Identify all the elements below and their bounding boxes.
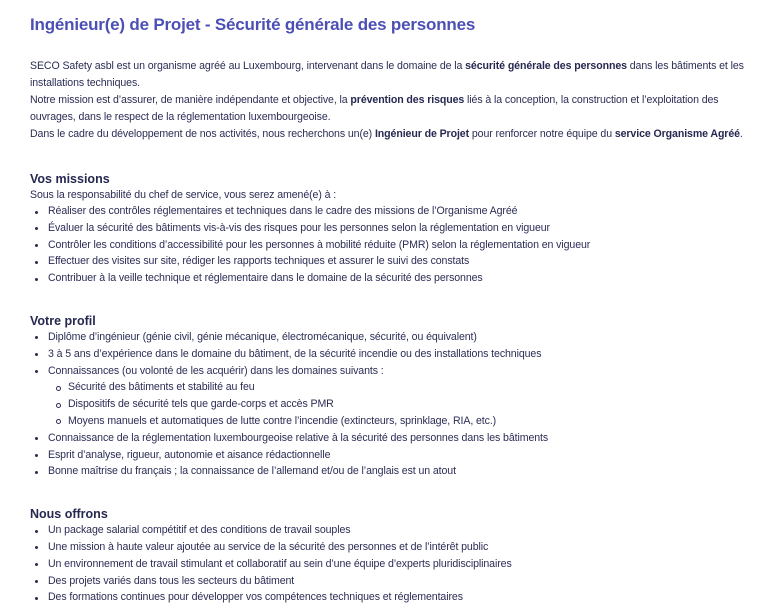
section-heading: Votre profil: [30, 313, 96, 328]
profil-sublist: [30, 379, 762, 429]
missions-list: [30, 203, 762, 287]
profil-list: [30, 329, 762, 379]
list-item: Évaluer la sécurité des bâtiments vis-à-vis des risques pour les personnes selon la réglementation en vigueur: [30, 220, 762, 237]
section-intro: Sous la responsabilité du chef de service, vous serez amené(e) à :: [30, 189, 337, 201]
section-offrons: [30, 506, 762, 606]
page-title: Ingénieur(e) de Projet - Sécurité générale des personnes: [30, 15, 476, 34]
list-item: Un package salarial compétitif et des conditions de travail souples: [30, 522, 762, 539]
list-item: Connaissances (ou volonté de les acquérir) dans les domaines suivants :: [30, 363, 762, 380]
intro-paragraph-1: SECO Safety asbl est un organisme agréé au Luxembourg, intervenant dans le domaine de la sécurité générale des personnes dans les bâtiments et les installations techniques.: [30, 60, 744, 89]
list-item: Esprit d’analyse, rigueur, autonomie et aisance rédactionnelle: [30, 447, 762, 464]
list-item: Connaissance de la réglementation luxembourgeoise relative à la sécurité des personnes dans les bâtiments: [30, 430, 762, 447]
list-item: Contrôler les conditions d’accessibilité pour les personnes à mobilité réduite (PMR) selon la réglementation en vigueur: [30, 237, 762, 254]
list-item: Diplôme d’ingénieur (génie civil, génie mécanique, électromécanique, sécurité, ou équivalent): [30, 329, 762, 346]
sub-list-item: Sécurité des bâtiments et stabilité au feu: [30, 379, 762, 396]
profil-list-continued: [30, 430, 762, 480]
list-item: Bonne maîtrise du français ; la connaissance de l’allemand et/ou de l’anglais est un atout: [30, 463, 762, 480]
sub-list-item: Moyens manuels et automatiques de lutte contre l’incendie (extincteurs, sprinklage, RIA, etc.): [30, 413, 762, 430]
list-item: 3 à 5 ans d’expérience dans le domaine du bâtiment, de la sécurité incendie ou des installations techniques: [30, 346, 762, 363]
list-item: Effectuer des visites sur site, rédiger les rapports techniques et assurer le suivi des constats: [30, 253, 762, 270]
list-item: Des projets variés dans tous les secteurs du bâtiment: [30, 573, 762, 590]
list-item: Une mission à haute valeur ajoutée au service de la sécurité des personnes et de l’intérêt public: [30, 539, 762, 556]
section-heading: Nous offrons: [30, 507, 108, 522]
list-item: Un environnement de travail stimulant et collaboratif au sein d’une équipe d’experts pluridisciplinaires: [30, 556, 762, 573]
intro-paragraph-2: Notre mission est d’assurer, de manière indépendante et objective, la prévention des risques liés à la conception, la construction et l’exploitation des ouvrages, dans le respect de la réglementation luxembourgeoise.: [30, 94, 719, 123]
offrons-list: [30, 522, 762, 606]
intro-paragraph-3: Dans le cadre du développement de nos activités, nous recherchons un(e) Ingénieur de Projet pour renforcer notre équipe du service Organisme Agréé.: [30, 128, 743, 140]
list-item: Contribuer à la veille technique et réglementaire dans le domaine de la sécurité des personnes: [30, 270, 762, 287]
job-posting: [30, 14, 762, 606]
sub-list-item: Dispositifs de sécurité tels que garde-corps et accès PMR: [30, 396, 762, 413]
section-heading: Vos missions: [30, 172, 110, 186]
list-item: Réaliser des contrôles réglementaires et techniques dans le cadre des missions de l’Organisme Agréé: [30, 203, 762, 220]
section-missions: [30, 171, 762, 287]
list-item: Des formations continues pour développer vos compétences techniques et réglementaires: [30, 589, 762, 606]
section-profil: [30, 313, 762, 480]
